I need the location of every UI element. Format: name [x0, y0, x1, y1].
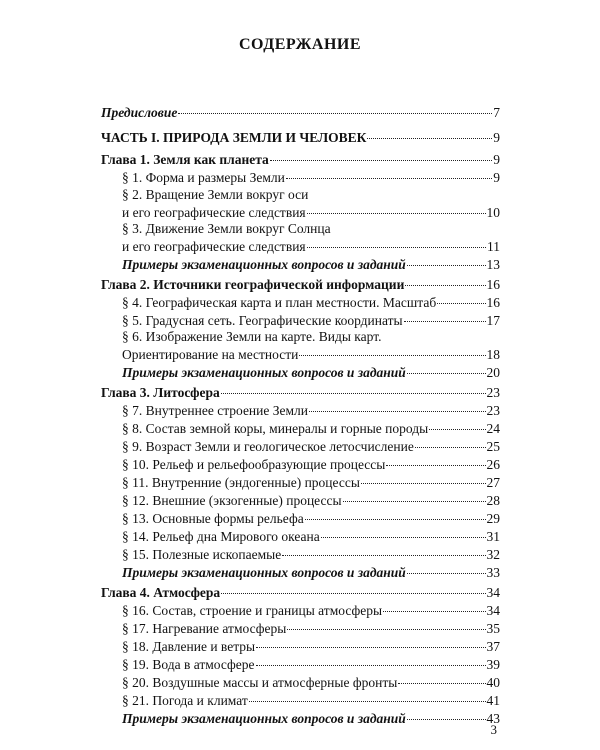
toc-entry-title: Глава 4. Атмосфера — [101, 585, 221, 600]
dot-leader — [249, 687, 486, 702]
toc-entry-title: Глава 1. Земля как планета — [101, 152, 269, 167]
toc-entry-page: 24 — [486, 421, 500, 436]
toc-entry-title: ЧАСТЬ I. ПРИРОДА ЗЕМЛИ И ЧЕЛОВЕК — [101, 130, 367, 145]
toc-entry-title: и его географические следствия — [122, 239, 306, 254]
toc-entry — [101, 127, 500, 146]
toc-entry-page: 41 — [486, 693, 500, 708]
toc-entry-title: § 9. Возраст Земли и геологическое летосчисление — [122, 439, 414, 454]
toc-entry-page: 7 — [493, 105, 500, 120]
toc-entry-title: Примеры экзаменационных вопросов и заданий — [122, 711, 406, 726]
toc-entry-page: 31 — [486, 529, 500, 544]
toc-entry-title: § 17. Нагревание атмосферы — [122, 621, 287, 636]
dot-leader — [221, 579, 485, 594]
page-number: 3 — [490, 722, 497, 737]
toc-entry-title: § 8. Состав земной коры, минералы и горные породы — [122, 421, 429, 436]
toc-entry-title: § 7. Внутреннее строение Земли — [122, 403, 309, 418]
toc-entry — [122, 708, 500, 727]
toc-entry-page: 27 — [486, 475, 500, 490]
toc-entry-title: Примеры экзаменационных вопросов и заданий — [122, 365, 406, 380]
toc-entry-page: 35 — [486, 621, 500, 636]
page-title: СОДЕРЖАНИЕ — [238, 36, 362, 53]
dot-leader — [429, 415, 485, 430]
toc-entry-page: 39 — [486, 657, 500, 672]
dot-leader — [407, 559, 486, 574]
toc-entry-title: § 1. Форма и размеры Земли — [122, 170, 285, 185]
toc-entry-title: и его географические следствия — [122, 205, 306, 220]
toc-entry-title: § 21. Погода и климат — [122, 693, 248, 708]
dot-leader — [178, 99, 492, 114]
toc-entry-title: § 18. Давление и ветры — [122, 639, 256, 654]
dot-leader — [367, 124, 492, 139]
dot-leader — [398, 669, 485, 684]
toc-entry-page: 13 — [486, 257, 500, 272]
dot-leader — [407, 705, 486, 720]
toc-entry-page: 28 — [486, 493, 500, 508]
toc-entry-title: § 16. Состав, строение и границы атмосферы — [122, 603, 383, 618]
toc-entry-page: 33 — [486, 565, 500, 580]
dot-leader — [405, 271, 485, 286]
dot-leader — [343, 487, 486, 502]
toc-entry-title: § 2. Вращение Земли вокруг оси — [122, 187, 309, 202]
toc-entry-title: § 19. Вода в атмосфере — [122, 657, 255, 672]
dot-leader — [282, 541, 485, 556]
toc-entry-page: 25 — [486, 439, 500, 454]
toc-entry-title: Глава 2. Источники географической информации — [101, 277, 405, 292]
toc-entry-page: 23 — [486, 403, 500, 418]
toc-entry-title: § 10. Рельеф и рельефообразующие процессы — [122, 457, 386, 472]
dot-leader — [309, 397, 485, 412]
dot-leader — [270, 146, 492, 161]
toc-entry — [122, 310, 500, 329]
toc-entry-title: § 11. Внутренние (эндогенные) процессы — [122, 475, 360, 490]
dot-leader — [305, 505, 486, 520]
toc-entry-title: § 13. Основные формы рельефа — [122, 511, 304, 526]
toc-entry-title: Примеры экзаменационных вопросов и заданий — [122, 565, 406, 580]
toc-entry-page: 23 — [486, 385, 500, 400]
dot-leader — [307, 199, 486, 214]
toc-entry-title: § 6. Изображение Земли на карте. Виды карт. — [122, 329, 382, 344]
toc-entry-page: 16 — [486, 277, 500, 292]
toc-entry-title: § 20. Воздушные массы и атмосферные фронты — [122, 675, 398, 690]
toc-entry-page: 37 — [486, 639, 500, 654]
dot-leader — [407, 251, 486, 266]
toc-entry-title: § 5. Градусная сеть. Географические координаты — [122, 313, 403, 328]
toc-entry-title: § 15. Полезные ископаемые — [122, 547, 282, 562]
toc-entry-page: 26 — [486, 457, 500, 472]
dot-leader — [404, 307, 486, 322]
dot-leader — [321, 523, 486, 538]
dot-leader — [299, 341, 485, 356]
toc-entry-page: 9 — [493, 152, 500, 167]
toc-entry — [122, 186, 308, 203]
dot-leader — [286, 164, 492, 179]
toc-entry-page: 29 — [486, 511, 500, 526]
toc-entry-page: 16 — [486, 295, 500, 310]
toc-entry-page: 10 — [486, 205, 500, 220]
toc-entry-title: § 4. Географическая карта и план местности. Масштаб — [122, 295, 437, 310]
dot-leader — [256, 651, 486, 666]
toc-entry-title: Ориентирование на местности — [122, 347, 299, 362]
dot-leader — [361, 469, 486, 484]
toc-entry-title: Примеры экзаменационных вопросов и заданий — [122, 257, 406, 272]
toc-entry-title: § 12. Внешние (экзогенные) процессы — [122, 493, 342, 508]
toc-entry-page: 9 — [493, 130, 500, 145]
toc-entry-page: 43 — [486, 711, 500, 726]
dot-leader — [407, 359, 486, 374]
toc-entry-page: 34 — [486, 603, 500, 618]
toc-entry — [122, 167, 500, 186]
toc-entry-page: 9 — [493, 170, 500, 185]
dot-leader — [437, 289, 485, 304]
toc-entry-page: 40 — [486, 675, 500, 690]
dot-leader — [256, 633, 485, 648]
toc-entry-page: 17 — [486, 313, 500, 328]
toc-entry-page: 20 — [486, 365, 500, 380]
toc-entry-page: 11 — [487, 239, 500, 254]
toc-entry — [122, 220, 331, 237]
toc-entry — [122, 202, 500, 221]
toc-entry-page: 18 — [486, 347, 500, 362]
dot-leader — [221, 379, 486, 394]
dot-leader — [386, 451, 485, 466]
toc-entry-title: Глава 3. Литосфера — [101, 385, 220, 400]
toc-entry-page: 34 — [486, 585, 500, 600]
dot-leader — [287, 615, 485, 630]
toc-entry — [101, 102, 500, 121]
toc-entry-title: § 3. Движение Земли вокруг Солнца — [122, 221, 331, 236]
toc-entry-page: 32 — [486, 547, 500, 562]
dot-leader — [415, 433, 486, 448]
dot-leader — [383, 597, 485, 612]
toc-entry-title: Предисловие — [101, 105, 178, 120]
toc-entry-title: § 14. Рельеф дна Мирового океана — [122, 529, 320, 544]
dot-leader — [307, 233, 486, 248]
